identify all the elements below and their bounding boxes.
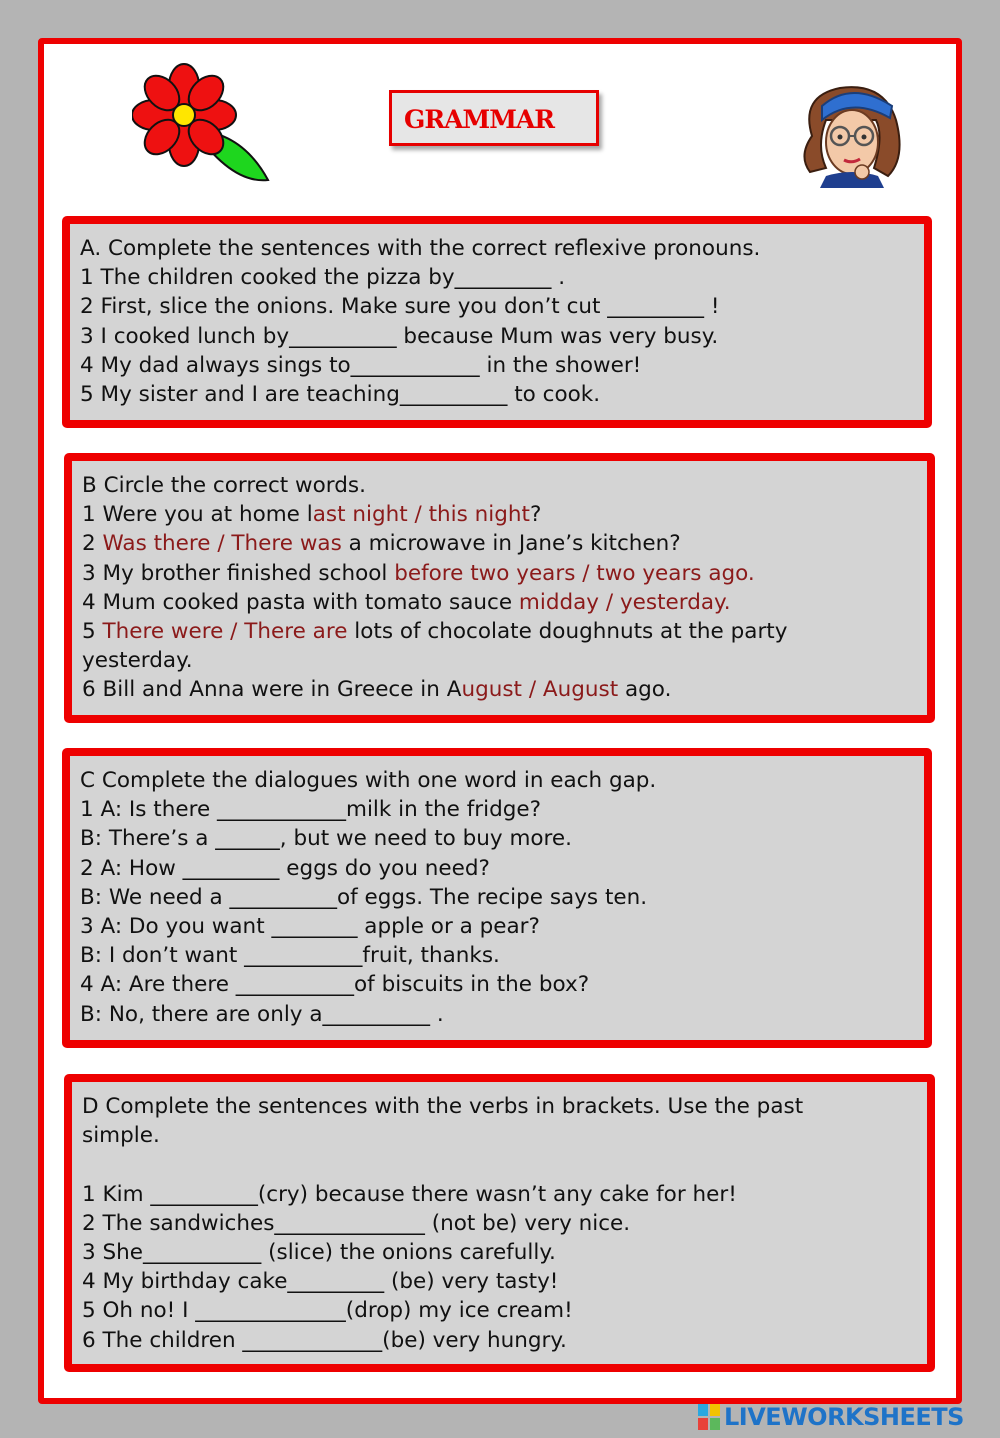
section-d-item: 1 Kim __________(cry) because there wasn’t any cake for her! [82, 1181, 737, 1207]
section-b-heading: B Circle the correct words. [82, 473, 366, 498]
page-title: GRAMMAR [404, 105, 555, 134]
section-c-item: B: There’s a ______, but we need to buy more. [80, 826, 572, 852]
section-d-item: 2 The sandwiches______________ (not be) very nice. [82, 1210, 631, 1236]
section-c-item: B: I don’t want ___________fruit, thanks. [80, 943, 500, 969]
section-c-item: 4 A: Are there ___________of biscuits in the box? [80, 972, 590, 998]
logo-text: LIVEWORKSHEETS [724, 1403, 964, 1431]
teacher-avatar-icon [792, 76, 912, 188]
word-choice[interactable]: ast night / this night [312, 502, 530, 528]
title-box [389, 90, 599, 146]
section-b-item: 3 My brother finished school before two years / two years ago. [82, 560, 755, 586]
section-a-reflexive-pronouns [62, 216, 932, 428]
liveworksheets-logo-icon [698, 1404, 720, 1430]
section-b-item: 6 Bill and Anna were in Greece in August / August ago. [82, 677, 672, 703]
section-b-item: 1 Were you at home last night / this night? [82, 502, 542, 528]
word-choice[interactable]: Was there / There was [102, 531, 342, 557]
section-d-past-simple [64, 1074, 935, 1372]
section-a-item: 1 The children cooked the pizza by_________ . [80, 265, 566, 291]
section-d-item: 3 She___________ (slice) the onions carefully. [82, 1240, 556, 1265]
section-a-item: 5 My sister and I are teaching__________ to cook. [80, 382, 601, 408]
section-c-item: 2 A: How _________ eggs do you need? [80, 855, 490, 881]
section-b-item: 2 Was there / There was a microwave in Jane’s kitchen? [82, 531, 681, 557]
section-b-item-continued: yesterday. [82, 648, 193, 674]
section-d-heading-continued: simple. [82, 1123, 160, 1149]
section-c-item: 1 A: Is there ____________milk in the fridge? [80, 797, 542, 823]
section-d-heading: D Complete the sentences with the verbs in brackets. Use the past [82, 1094, 804, 1119]
word-choice[interactable]: midday / yesterday. [518, 589, 731, 615]
section-c-item: B: We need a __________of eggs. The recipe says ten. [80, 884, 648, 910]
section-a-heading: A. Complete the sentences with the correct reflexive pronouns. [80, 236, 761, 261]
word-choice[interactable]: ugust / August [461, 677, 619, 703]
word-choice[interactable]: There were / There are [102, 619, 348, 645]
section-d-item: 5 Oh no! I ______________(drop) my ice cream! [82, 1298, 573, 1324]
section-a-item: 2 First, slice the onions. Make sure you don’t cut _________ ! [80, 294, 720, 320]
section-c-dialogues [62, 748, 932, 1048]
section-d-item: 4 My birthday cake_________ (be) very tasty! [82, 1269, 559, 1295]
section-d-item: 6 The children _____________(be) very hungry. [82, 1327, 567, 1353]
section-a-item: 4 My dad always sings to____________ in the shower! [80, 352, 642, 378]
section-b-circle-words [64, 453, 935, 723]
section-b-item: 4 Mum cooked pasta with tomato sauce midday / yesterday. [82, 589, 731, 615]
section-c-item: 3 A: Do you want ________ apple or a pear? [80, 914, 540, 940]
word-choice[interactable]: before two years / two years ago. [394, 560, 755, 586]
section-b-item: 5 There were / There are lots of chocolate doughnuts at the party [82, 619, 788, 645]
section-c-item: B: No, there are only a__________ . [80, 1001, 444, 1027]
liveworksheets-logo[interactable] [698, 1402, 964, 1432]
flower-icon [132, 62, 274, 188]
section-a-item: 3 I cooked lunch by__________ because Mum was very busy. [80, 323, 719, 349]
section-c-heading: C Complete the dialogues with one word in each gap. [80, 768, 657, 793]
